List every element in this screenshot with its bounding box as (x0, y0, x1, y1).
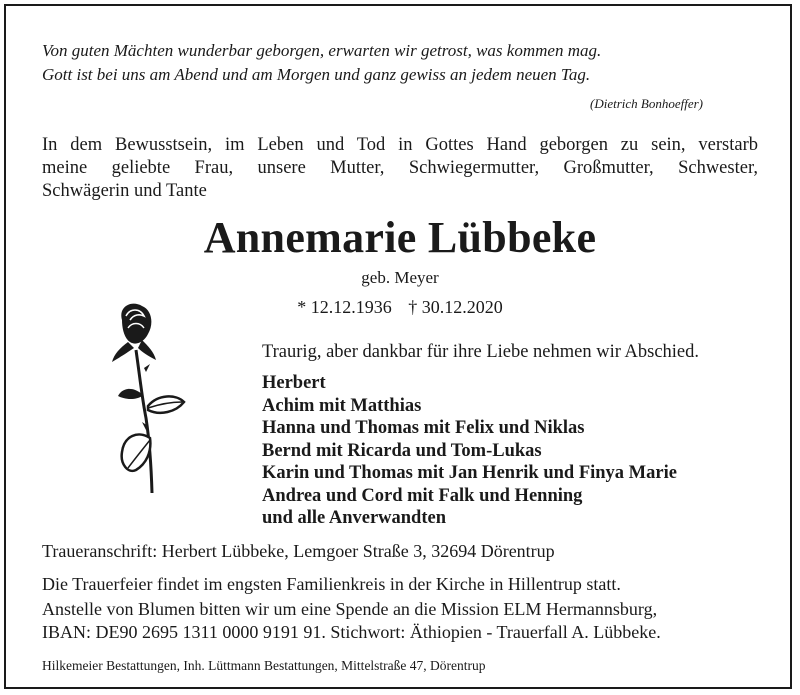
maiden-name: geb. Meyer (361, 268, 439, 287)
family-member: Hanna und Thomas mit Felix und Niklas (262, 418, 585, 438)
family-member: Bernd mit Ricarda und Tom-Lukas (262, 440, 542, 461)
rose-icon (96, 298, 196, 498)
deceased-name: Annemarie Lübbeke (203, 213, 597, 262)
undertaker-info: Hilkemeier Bestattungen, Inh. Lüttmann Bestattungen, Mittelstraße 47, Dörentrup (42, 658, 486, 673)
intro-line-2: meine geliebte Frau, unsere Mutter, Schwiegermutter, Großmutter, Schwester, (42, 158, 758, 178)
family-member: Karin und Thomas mit Jan Henrik und Finya Marie (262, 463, 677, 483)
death-date: † 30.12.2020 (408, 297, 503, 317)
family-member: Andrea und Cord mit Falk und Henning (262, 485, 583, 506)
intro-line-3: Schwägerin und Tante (42, 181, 207, 201)
family-member: Achim mit Matthias (262, 395, 422, 416)
motto-line-2: Gott ist bei uns am Abend und am Morgen und ganz gewiss an jedem neuen Tag. (42, 65, 591, 84)
donation-line-2: IBAN: DE90 2695 1311 0000 9191 91. Stichwort: Äthiopien - Trauerfall A. Lübbeke. (42, 622, 661, 642)
donation-line-1: Anstelle von Blumen bitten wir um eine Spende an die Mission ELM Hermannsburg, (42, 599, 658, 619)
birth-date: * 12.12.1936 (297, 297, 392, 317)
motto-source: (Dietrich Bonhoeffer) (590, 96, 703, 111)
family-member: Herbert (262, 373, 326, 393)
farewell-text: Traurig, aber dankbar für ihre Liebe nehmen wir Abschied. (262, 342, 700, 362)
intro-text (42, 134, 758, 203)
family-list (262, 372, 677, 530)
motto-line-1: Von guten Mächten wunderbar geborgen, erwarten wir getrost, was kommen mag. (42, 41, 602, 60)
mourning-address: Traueranschrift: Herbert Lübbeke, Lemgoer Straße 3, 32694 Dörentrup (42, 541, 555, 561)
family-member: und alle Anverwandten (262, 508, 447, 528)
intro-line-1: In dem Bewusstsein, im Leben und Tod in Gottes Hand geborgen zu sein, verstarb (42, 135, 758, 155)
ceremony-text: Die Trauerfeier findet im engsten Familienkreis in der Kirche in Hillentrup statt. (42, 574, 621, 594)
